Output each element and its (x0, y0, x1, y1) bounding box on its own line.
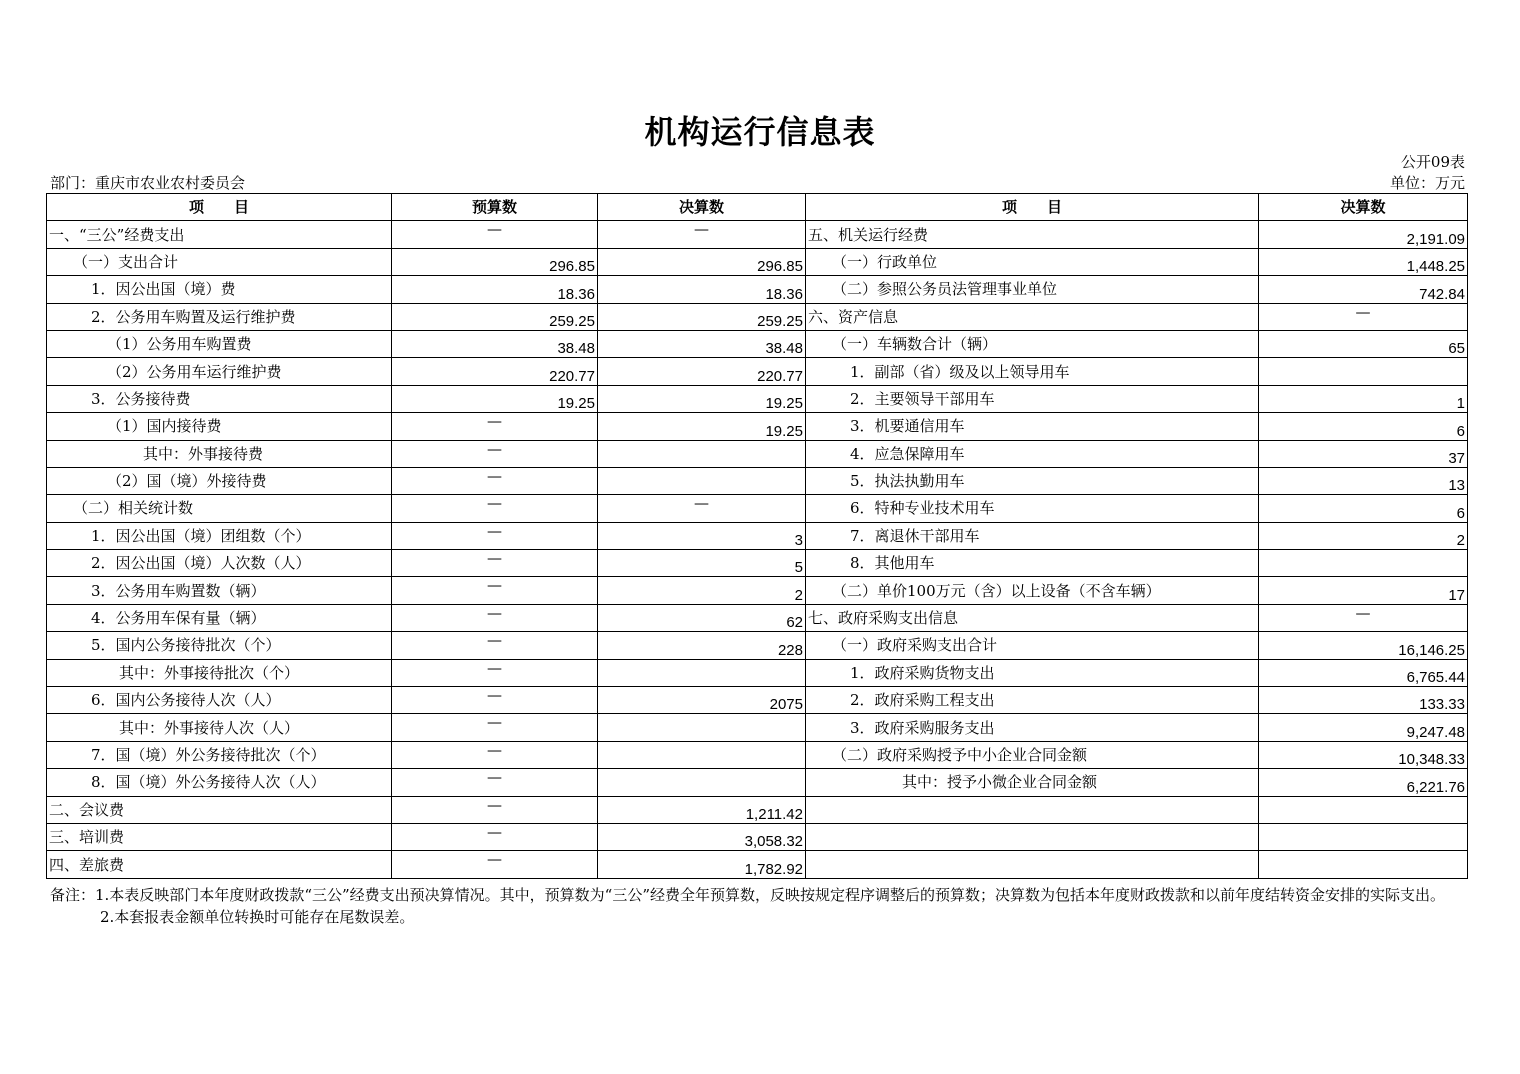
info-table (46, 193, 1468, 879)
right-final-value (1259, 851, 1468, 878)
notes (50, 884, 1470, 928)
right-item-label: 1．政府采购货物支出 (806, 659, 1259, 686)
left-budget-value: — (392, 413, 598, 440)
table-row (47, 604, 1468, 631)
right-final-value: 2,191.09 (1259, 221, 1468, 248)
right-final-value: 6,221.76 (1259, 769, 1468, 796)
left-final-value: 38.48 (598, 330, 806, 357)
table-row (47, 741, 1468, 768)
left-item-label: 3．公务接待费 (47, 385, 392, 412)
left-final-value: 5 (598, 550, 806, 577)
left-budget-value: 259.25 (392, 303, 598, 330)
right-item-label: （二）政府采购授予中小企业合同金额 (806, 741, 1259, 768)
unit-label: 单位：万元 (1389, 174, 1465, 192)
left-item-label: （一）支出合计 (47, 248, 392, 275)
left-budget-value: 19.25 (392, 385, 598, 412)
left-final-value: 259.25 (598, 303, 806, 330)
left-budget-value: — (392, 604, 598, 631)
left-item-label: （1）公务用车购置费 (47, 330, 392, 357)
left-budget-value: — (392, 714, 598, 741)
page-title: 机构运行信息表 (644, 113, 876, 151)
left-item-label: （2）国（境）外接待费 (47, 467, 392, 494)
right-final-value: 6,765.44 (1259, 659, 1468, 686)
right-item-label: 2．主要领导干部用车 (806, 385, 1259, 412)
right-item-label: （一）车辆数合计（辆） (806, 330, 1259, 357)
left-final-value: 19.25 (598, 385, 806, 412)
left-budget-value: — (392, 495, 598, 522)
left-budget-value: 18.36 (392, 276, 598, 303)
right-final-value: 1,448.25 (1259, 248, 1468, 275)
left-budget-value: — (392, 577, 598, 604)
table-row (47, 577, 1468, 604)
left-item-label: （1）国内接待费 (47, 413, 392, 440)
right-item-label: 3．政府采购服务支出 (806, 714, 1259, 741)
table-row (47, 796, 1468, 823)
table-row (47, 413, 1468, 440)
left-item-label: 1．因公出国（境）费 (47, 276, 392, 303)
right-final-value (1259, 823, 1468, 850)
right-item-label: 六、资产信息 (806, 303, 1259, 330)
left-item-label: 1．因公出国（境）团组数（个） (47, 522, 392, 549)
right-final-value: 2 (1259, 522, 1468, 549)
left-final-value: 296.85 (598, 248, 806, 275)
left-item-label: 其中：外事接待费 (47, 440, 392, 467)
left-budget-value: — (392, 467, 598, 494)
left-final-value: 228 (598, 632, 806, 659)
right-final-value: 9,247.48 (1259, 714, 1468, 741)
left-final-value (598, 769, 806, 796)
left-budget-value: — (392, 632, 598, 659)
right-item-label: 2．政府采购工程支出 (806, 687, 1259, 714)
left-item-label: （2）公务用车运行维护费 (47, 358, 392, 385)
left-final-value: — (598, 495, 806, 522)
left-item-label: 4．公务用车保有量（辆） (47, 604, 392, 631)
table-row (47, 385, 1468, 412)
right-item-label: 1．副部（省）级及以上领导用车 (806, 358, 1259, 385)
table-row (47, 495, 1468, 522)
table-row (47, 659, 1468, 686)
table-row (47, 303, 1468, 330)
right-item-label: 七、政府采购支出信息 (806, 604, 1259, 631)
left-budget-value: — (392, 659, 598, 686)
right-item-label: 8．其他用车 (806, 550, 1259, 577)
left-item-label: 5．国内公务接待批次（个） (47, 632, 392, 659)
left-item-label: 6．国内公务接待人次（人） (47, 687, 392, 714)
header-budget: 预算数 (392, 194, 598, 221)
left-budget-value: — (392, 550, 598, 577)
right-final-value: 6 (1259, 413, 1468, 440)
table-row (47, 248, 1468, 275)
left-item-label: （二）相关统计数 (47, 495, 392, 522)
right-item-label (806, 796, 1259, 823)
left-final-value: — (598, 221, 806, 248)
right-final-value (1259, 358, 1468, 385)
header-final-right: 决算数 (1259, 194, 1468, 221)
right-final-value: 17 (1259, 577, 1468, 604)
left-item-label: 四、差旅费 (47, 851, 392, 878)
left-final-value: 1,782.92 (598, 851, 806, 878)
header-item-left: 项 目 (47, 194, 392, 221)
table-row (47, 221, 1468, 248)
right-item-label (806, 851, 1259, 878)
left-final-value: 3,058.32 (598, 823, 806, 850)
right-final-value: — (1259, 303, 1468, 330)
right-final-value: 37 (1259, 440, 1468, 467)
table-row (47, 440, 1468, 467)
table-row (47, 276, 1468, 303)
table-row (47, 550, 1468, 577)
right-item-label (806, 823, 1259, 850)
left-budget-value: 296.85 (392, 248, 598, 275)
left-final-value: 19.25 (598, 413, 806, 440)
right-item-label: 7．离退休干部用车 (806, 522, 1259, 549)
right-final-value: 742.84 (1259, 276, 1468, 303)
left-final-value: 220.77 (598, 358, 806, 385)
left-final-value: 62 (598, 604, 806, 631)
right-item-label: 3．机要通信用车 (806, 413, 1259, 440)
table-row (47, 851, 1468, 878)
left-final-value: 3 (598, 522, 806, 549)
right-final-value: 13 (1259, 467, 1468, 494)
table-row (47, 714, 1468, 741)
left-budget-value: 38.48 (392, 330, 598, 357)
left-budget-value: — (392, 769, 598, 796)
left-final-value (598, 741, 806, 768)
left-budget-value: 220.77 (392, 358, 598, 385)
left-item-label: 其中：外事接待人次（人） (47, 714, 392, 741)
right-item-label: （二）参照公务员法管理事业单位 (806, 276, 1259, 303)
left-budget-value: — (392, 522, 598, 549)
table-row (47, 687, 1468, 714)
table-row (47, 330, 1468, 357)
left-budget-value: — (392, 796, 598, 823)
left-final-value (598, 440, 806, 467)
left-budget-value: — (392, 221, 598, 248)
right-final-value: 10,348.33 (1259, 741, 1468, 768)
header-item-right: 项 目 (806, 194, 1259, 221)
left-item-label: 二、会议费 (47, 796, 392, 823)
right-item-label: 6．特种专业技术用车 (806, 495, 1259, 522)
left-final-value (598, 659, 806, 686)
right-final-value: 16,146.25 (1259, 632, 1468, 659)
left-final-value (598, 467, 806, 494)
left-final-value: 2 (598, 577, 806, 604)
table-row (47, 823, 1468, 850)
table-header-row (47, 194, 1468, 221)
right-final-value: 6 (1259, 495, 1468, 522)
note-line-2: 2.本套报表金额单位转换时可能存在尾数误差。 (100, 908, 415, 926)
left-item-label: 一、“三公”经费支出 (47, 221, 392, 248)
right-item-label: （一）行政单位 (806, 248, 1259, 275)
right-item-label: （二）单价100万元（含）以上设备（不含车辆） (806, 577, 1259, 604)
department-label: 部门：重庆市农业农村委员会 (50, 174, 246, 192)
left-final-value (598, 714, 806, 741)
table-row (47, 769, 1468, 796)
left-budget-value: — (392, 687, 598, 714)
left-item-label: 三、培训费 (47, 823, 392, 850)
left-item-label: 2．因公出国（境）人次数（人） (47, 550, 392, 577)
table-row (47, 522, 1468, 549)
left-budget-value: — (392, 851, 598, 878)
right-final-value: — (1259, 604, 1468, 631)
note-line-1: 备注：1.本表反映部门本年度财政拨款“三公”经费支出预决算情况。其中，预算数为“三公”经费全年预算数，反映按规定程序调整后的预算数；决算数为包括本年度财政拨款和以前年度结转资金安排的实际支出。 (50, 886, 1445, 904)
right-final-value (1259, 550, 1468, 577)
left-final-value: 1,211.42 (598, 796, 806, 823)
left-item-label: 2．公务用车购置及运行维护费 (47, 303, 392, 330)
left-final-value: 2075 (598, 687, 806, 714)
table-row (47, 358, 1468, 385)
table-row (47, 467, 1468, 494)
right-final-value: 65 (1259, 330, 1468, 357)
left-item-label: 3．公务用车购置数（辆） (47, 577, 392, 604)
left-item-label: 其中：外事接待批次（个） (47, 659, 392, 686)
header-final-left: 决算数 (598, 194, 806, 221)
right-item-label: 5．执法执勤用车 (806, 467, 1259, 494)
table-row (47, 632, 1468, 659)
left-budget-value: — (392, 440, 598, 467)
right-final-value (1259, 796, 1468, 823)
right-final-value: 1 (1259, 385, 1468, 412)
right-item-label: 4．应急保障用车 (806, 440, 1259, 467)
left-item-label: 8．国（境）外公务接待人次（人） (47, 769, 392, 796)
right-item-label: 五、机关运行经费 (806, 221, 1259, 248)
left-budget-value: — (392, 741, 598, 768)
right-final-value: 133.33 (1259, 687, 1468, 714)
right-item-label: 其中：授予小微企业合同金额 (806, 769, 1259, 796)
left-final-value: 18.36 (598, 276, 806, 303)
table-body (47, 221, 1468, 878)
right-item-label: （一）政府采购支出合计 (806, 632, 1259, 659)
form-number: 公开09表 (1400, 153, 1465, 171)
left-budget-value: — (392, 823, 598, 850)
left-item-label: 7．国（境）外公务接待批次（个） (47, 741, 392, 768)
